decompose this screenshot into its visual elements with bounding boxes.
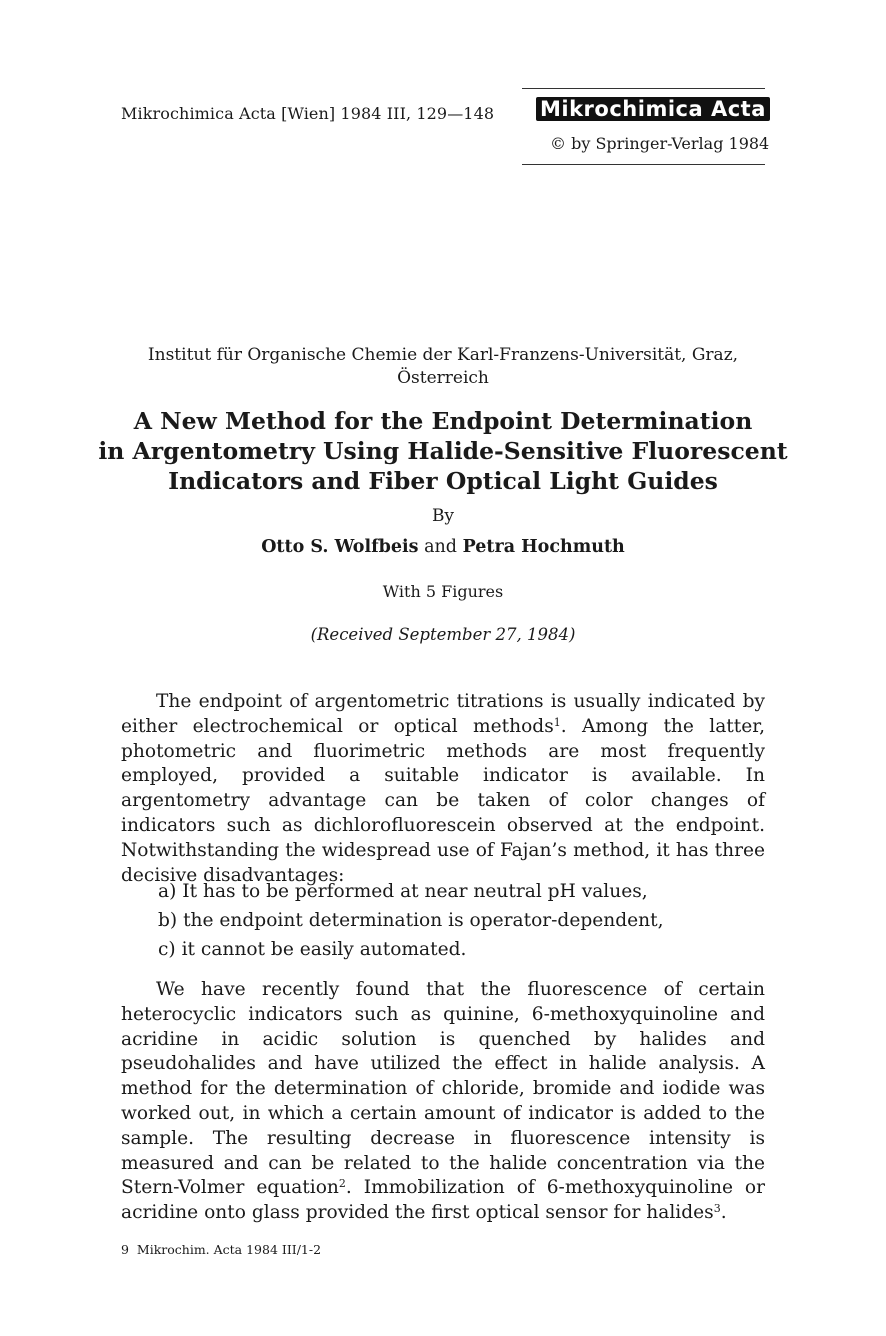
- header-rule-top: [522, 88, 765, 89]
- paragraph-2-text-b: . Immobilization of 6-methoxyquinoline or acridine onto glass provided the first optical sensor for halides: [121, 1177, 765, 1224]
- header-rule-bottom: [522, 164, 765, 165]
- page-number: 9: [121, 1242, 129, 1257]
- reference-1: 1: [553, 715, 561, 729]
- page-footer: [121, 1242, 321, 1257]
- journal-logo: [536, 97, 770, 121]
- figure-count: With 5 Figures: [382, 582, 504, 601]
- list-item: b) the endpoint determination is operator-dependent,: [158, 910, 664, 931]
- disadvantages-list: [158, 877, 663, 964]
- author-2: Petra Hochmuth: [462, 537, 625, 557]
- author-conjunction: and: [424, 537, 458, 557]
- copyright-line: © by Springer-Verlag 1984: [550, 134, 770, 153]
- list-item: a) It has to be performed at near neutral pH values,: [158, 881, 648, 902]
- journal-citation: Mikrochimica Acta [Wien] 1984 III, 129—148: [121, 104, 495, 123]
- reference-3: 3: [713, 1202, 721, 1216]
- author-1: Otto S. Wolfbeis: [261, 537, 419, 557]
- paragraph-2-text-a: We have recently found that the fluorescence of certain heterocyclic indicators such as quinine, 6-methoxyquinoline and acridine in acidic solution is quenched by halides and pseudohalides and have utilized the effect in halide analysis. A method for the determination of chloride, bromide and iodide was worked out, in which a certain amount of indicator is added to the sample. The resulting decrease in fluorescence intensity is measured and can be related to the halide concentration via the Stern-Volmer equation: [121, 979, 765, 1199]
- institute-affiliation: [90, 344, 796, 390]
- reference-2: 2: [338, 1177, 346, 1191]
- byline-label: By: [431, 506, 455, 526]
- paragraph-2: [121, 978, 765, 1226]
- paragraph-1-text-b: . Among the latter, photometric and fluorimetric methods are most frequently employed, provided a suitable indicator is available. In argentometry advantage can be taken of color changes of indicators such as dichlorofluorescein observed at the endpoint. Notwithstanding the widespread use of Fajan’s method, it has three decisive disadvantages:: [121, 715, 765, 886]
- institute-line-2: Österreich: [397, 368, 489, 388]
- paragraph-1: [121, 690, 765, 888]
- list-item: c) it cannot be easily automated.: [158, 939, 467, 960]
- paragraph-1-text-a: The endpoint of argentometric titrations is usually indicated by either electrochemical or optical methods: [121, 691, 765, 737]
- article-title: [90, 406, 796, 496]
- paragraph-2-text-c: .: [720, 1202, 727, 1224]
- title-line-2: in Argentometry Using Halide-Sensitive Fluorescent: [98, 437, 788, 465]
- journal-logo-text: Mikrochimica Acta: [536, 97, 770, 121]
- title-line-1: A New Method for the Endpoint Determination: [133, 407, 753, 435]
- institute-line-1: Institut für Organische Chemie der Karl-Franzens-Universität, Graz,: [147, 345, 739, 365]
- footer-journal-ref: Mikrochim. Acta 1984 III/1-2: [136, 1242, 322, 1257]
- received-date: (Received September 27, 1984): [310, 625, 576, 644]
- authors: [90, 537, 796, 557]
- title-line-3: Indicators and Fiber Optical Light Guides: [168, 467, 718, 495]
